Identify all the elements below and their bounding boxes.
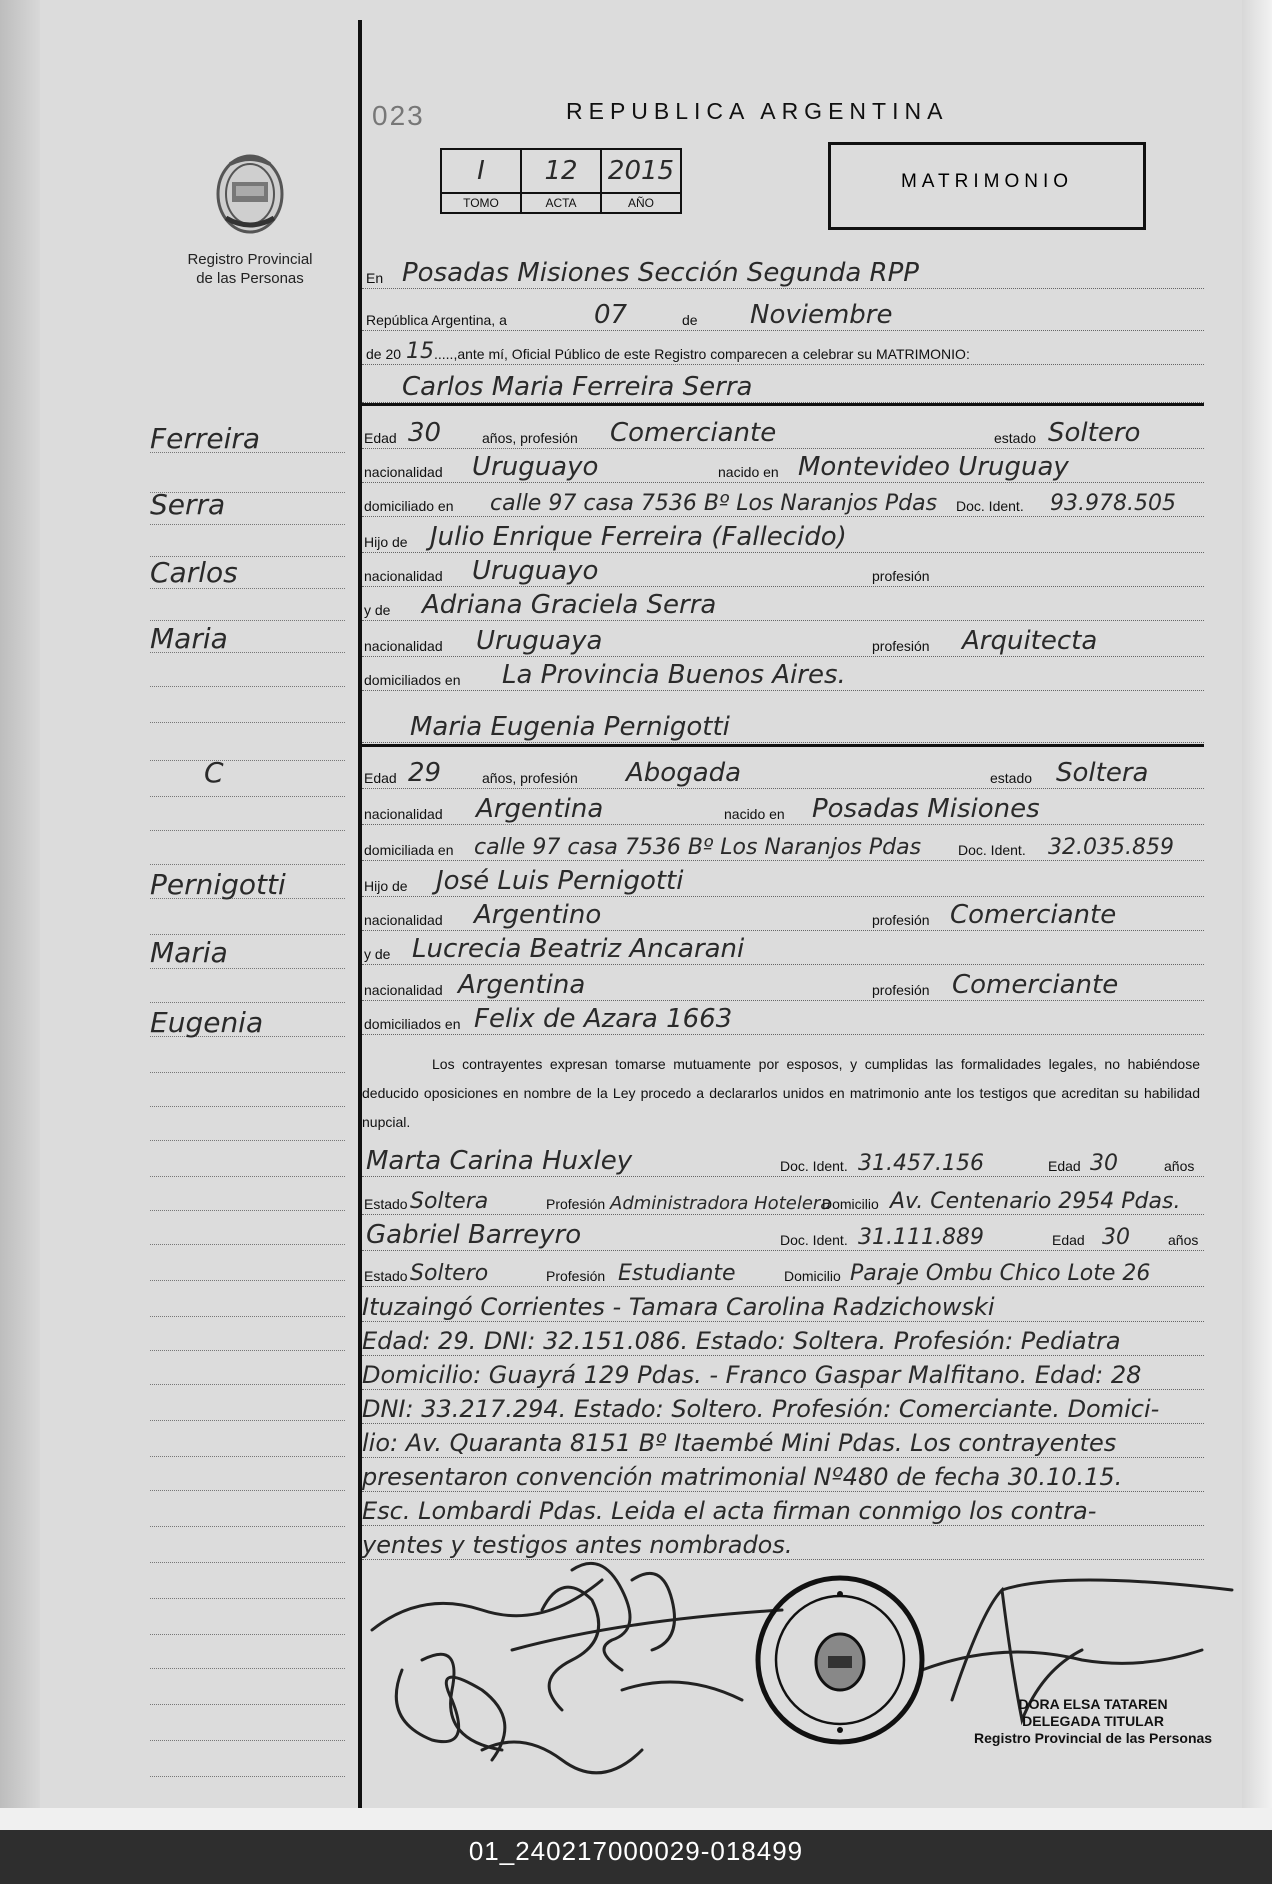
folio-number: 023 xyxy=(372,100,425,131)
month-value: Noviembre xyxy=(750,300,893,330)
witness2-name-line xyxy=(362,1216,1204,1251)
margin-name-groom-given2: Maria xyxy=(150,622,228,655)
bride-estado-label: estado xyxy=(990,770,1033,786)
signature-stroke xyxy=(1002,1580,1232,1590)
bride-father-profession: Comerciante xyxy=(950,900,1117,930)
ante-mi-statement: .....,ante mí, Oficial Público de este Registro comparecen a celebrar su MATRIMONIO: xyxy=(434,346,970,362)
bride-mother-prof-label: profesión xyxy=(872,982,930,998)
anio-label: AÑO xyxy=(601,193,681,213)
groom-father-label: Hijo de xyxy=(364,534,408,550)
acta-value: 12 xyxy=(521,149,601,193)
bride-name-line xyxy=(362,708,1204,743)
bride-parents-domicilio: Felix de Azara 1663 xyxy=(474,1004,733,1034)
official-name: DORA ELSA TATAREN xyxy=(1018,1696,1168,1712)
bride-age-label: Edad xyxy=(364,770,397,786)
bride-father-nationality-line xyxy=(362,900,1204,931)
bride-nacionalidad: Argentina xyxy=(476,794,604,824)
page-edge xyxy=(1242,0,1272,1830)
groom-doc-label: Doc. Ident. xyxy=(956,498,1024,514)
bride-nationality-line xyxy=(362,794,1204,825)
republica-label: República Argentina, a xyxy=(366,312,507,328)
groom-estado: Soltero xyxy=(1048,418,1141,448)
official-office: Registro Provincial de las Personas xyxy=(974,1730,1213,1746)
groom-estado-label: estado xyxy=(994,430,1037,446)
witness1-estado: Soltera xyxy=(410,1189,489,1214)
groom-mother-nationality-line xyxy=(362,626,1204,657)
tomo-label: TOMO xyxy=(441,193,521,213)
bride-parents-dom-label: domiciliados en xyxy=(364,1016,461,1032)
groom-parents-domicilio: La Provincia Buenos Aires. xyxy=(502,660,846,690)
bride-parents-domicile-line xyxy=(362,1004,1204,1035)
declaration-paragraph xyxy=(362,1050,1200,1137)
groom-mother-profession: Arquitecta xyxy=(962,626,1098,656)
groom-mother-prof-label: profesión xyxy=(872,638,930,654)
groom-domicilio-label: domiciliado en xyxy=(364,498,454,514)
signature-stroke xyxy=(422,1654,502,1750)
groom-doc: 93.978.505 xyxy=(1050,491,1176,516)
witness1-name: Marta Carina Huxley xyxy=(366,1146,633,1176)
bride-domicilio: calle 97 casa 7536 Bº Los Naranjos Pdas xyxy=(474,835,922,860)
groom-age-label: Edad xyxy=(364,430,397,446)
bride-father-line xyxy=(362,866,1204,897)
tomo-acta-anio-table xyxy=(440,148,682,214)
continuation-text: Edad: 29. DNI: 32.151.086. Estado: Soltera. Profesión: Pediatra xyxy=(362,1327,1121,1355)
witness1-name-line xyxy=(362,1142,1204,1177)
misiones-coat-of-arms-logo xyxy=(212,148,288,236)
groom-mother: Adriana Graciela Serra xyxy=(422,590,717,620)
continuation-text: Domicilio: Guayrá 129 Pdas. - Franco Gaspar Malfitano. Edad: 28 xyxy=(362,1361,1142,1389)
groom-years-profession-label: años, profesión xyxy=(482,430,578,446)
bride-full-name: Maria Eugenia Pernigotti xyxy=(410,712,730,742)
en-label: En xyxy=(366,270,384,286)
bride-nacido-label: nacido en xyxy=(724,806,785,822)
de-label: de xyxy=(682,312,698,328)
continuation-line xyxy=(362,1288,1204,1322)
bride-father-prof-label: profesión xyxy=(872,912,930,928)
bride-domicilio-label: domiciliada en xyxy=(364,842,454,858)
groom-father: Julio Enrique Ferreira (Fallecido) xyxy=(430,522,847,552)
signature-stroke xyxy=(542,1587,599,1710)
groom-age-line xyxy=(362,418,1204,449)
bride-domicile-line xyxy=(362,830,1204,861)
act-type-box xyxy=(828,142,1146,230)
witness1-profesion-label: Profesión xyxy=(546,1196,606,1212)
signatures-area xyxy=(362,1550,1242,1800)
country-heading: REPUBLICA ARGENTINA xyxy=(566,98,949,124)
witness2-estado: Soltero xyxy=(410,1261,489,1286)
registry-label-line1: Registro Provincial xyxy=(187,251,313,268)
margin-note-c: C xyxy=(204,756,224,789)
continuation-line xyxy=(362,1390,1204,1424)
bride-estado: Soltera xyxy=(1056,758,1149,788)
groom-parents-dom-label: domiciliados en xyxy=(364,672,461,688)
witness1-estado-label: Estado xyxy=(364,1196,408,1212)
bride-mother-nacionalidad: Argentina xyxy=(458,970,586,1000)
witness1-edad-label: Edad xyxy=(1048,1158,1081,1174)
groom-nacido-label: nacido en xyxy=(718,464,779,480)
bride-mother-profession: Comerciante xyxy=(952,970,1119,1000)
witness1-anios-label: años xyxy=(1164,1158,1195,1174)
bride-mother-nationality-line xyxy=(362,970,1204,1001)
bride-father-nacionalidad: Argentino xyxy=(474,900,602,930)
bride-age-line xyxy=(362,758,1204,789)
witness2-doc-label: Doc. Ident. xyxy=(780,1232,848,1248)
bride-father-label: Hijo de xyxy=(364,878,408,894)
witness1-domicilio: Av. Centenario 2954 Pdas. xyxy=(890,1189,1181,1214)
bride-nacionalidad-label: nacionalidad xyxy=(364,806,443,822)
margin-name-bride-given2: Eugenia xyxy=(150,1006,264,1039)
tomo-value: I xyxy=(441,149,521,193)
continuation-text: lio: Av. Quaranta 8151 Bº Itaembé Mini Pdas. Los contrayentes xyxy=(362,1429,1117,1457)
continuation-text: yentes y testigos antes nombrados. xyxy=(362,1531,793,1559)
witness1-doc: 31.457.156 xyxy=(858,1151,984,1176)
witness1-profession: Administradora Hotelera xyxy=(610,1193,832,1214)
date-line xyxy=(362,300,1204,331)
witness1-age: 30 xyxy=(1090,1151,1118,1176)
continuation-text: Esc. Lombardi Pdas. Leida el acta firman conmigo los contra- xyxy=(362,1497,1097,1525)
groom-domicile-line xyxy=(362,486,1204,517)
official-role: DELEGADA TITULAR xyxy=(1022,1713,1164,1729)
witness1-domicilio-label: Domicilio xyxy=(822,1196,879,1212)
year-suffix: 15 xyxy=(406,339,434,364)
groom-domicilio: calle 97 casa 7536 Bº Los Naranjos Pdas xyxy=(490,491,938,516)
margin-name-bride-surname: Pernigotti xyxy=(150,868,286,901)
witness2-anios-label: años xyxy=(1168,1232,1199,1248)
margin-name-groom-surname2: Serra xyxy=(150,488,226,521)
acta-label: ACTA xyxy=(521,193,601,213)
anio-value: 2015 xyxy=(601,149,681,193)
continuation-text: presentaron convención matrimonial Nº480 de fecha 30.10.15. xyxy=(362,1463,1123,1491)
signature-stroke xyxy=(512,1610,782,1650)
bride-doc: 32.035.859 xyxy=(1048,835,1174,860)
witness2-domicilio: Paraje Ombu Chico Lote 26 xyxy=(850,1261,1151,1286)
signature-stroke xyxy=(622,1682,742,1700)
groom-father-nationality-line xyxy=(362,556,1204,587)
continuation-line xyxy=(362,1458,1204,1492)
groom-profession: Comerciante xyxy=(610,418,777,448)
registry-label xyxy=(150,250,350,288)
bride-mother-line xyxy=(362,934,1204,965)
groom-parents-domicile-line xyxy=(362,660,1204,691)
groom-nacionalidad: Uruguayo xyxy=(472,452,599,482)
official-seal xyxy=(758,1578,922,1742)
declaration-text: Los contrayentes expresan tomarse mutuamente por esposos, y cumplidas las formalidades legales, no habiéndose deducido oposiciones en nombre de la Ley procedo a declararlos unidos en matrimonio ante los testigos que acreditan su habilidad nupcial. xyxy=(362,1056,1200,1130)
margin-name-groom-surname1: Ferreira xyxy=(150,422,261,455)
witness2-estado-label: Estado xyxy=(364,1268,408,1284)
groom-full-name: Carlos Maria Ferreira Serra xyxy=(402,372,753,402)
place-value: Posadas Misiones Sección Segunda RPP xyxy=(402,258,919,288)
witness1-detail-line xyxy=(362,1180,1204,1215)
continuation-line xyxy=(362,1424,1204,1458)
page-bottom-edge xyxy=(0,1808,1272,1830)
continuation-text: Ituzaingó Corrientes - Tamara Carolina Radzichowski xyxy=(362,1293,995,1321)
bride-mother-label: y de xyxy=(364,946,391,962)
groom-nacionalidad-label: nacionalidad xyxy=(364,464,443,480)
groom-separator xyxy=(362,403,1204,406)
bride-father: José Luis Pernigotti xyxy=(436,866,684,896)
official-signature-block xyxy=(974,1696,1212,1747)
groom-mother-label: y de xyxy=(364,602,391,618)
witness2-age: 30 xyxy=(1102,1225,1130,1250)
bride-separator xyxy=(362,744,1204,747)
place-line xyxy=(362,258,1204,289)
continuation-line xyxy=(362,1356,1204,1390)
witness2-doc: 31.111.889 xyxy=(858,1225,984,1250)
bride-father-nac-label: nacionalidad xyxy=(364,912,443,928)
witness2-edad-label: Edad xyxy=(1052,1232,1085,1248)
bride-profession: Abogada xyxy=(626,758,742,788)
page-gutter-shadow xyxy=(0,0,40,1830)
day-value: 07 xyxy=(594,300,628,330)
margin-name-groom-given1: Carlos xyxy=(150,556,238,589)
bride-age: 29 xyxy=(408,758,442,788)
groom-age: 30 xyxy=(408,418,442,448)
year-prefix: de 20 xyxy=(366,346,402,362)
bride-mother-nac-label: nacionalidad xyxy=(364,982,443,998)
groom-nacido: Montevideo Uruguay xyxy=(798,452,1069,482)
signature-stroke xyxy=(482,1742,642,1773)
bride-doc-label: Doc. Ident. xyxy=(958,842,1026,858)
groom-mother-nacionalidad: Uruguaya xyxy=(476,626,603,656)
groom-father-nac-label: nacionalidad xyxy=(364,568,443,584)
margin-name-bride-given1: Maria xyxy=(150,936,228,969)
signature-stroke xyxy=(632,1573,675,1650)
groom-father-prof-label: profesión xyxy=(872,568,930,584)
bride-mother: Lucrecia Beatriz Ancarani xyxy=(412,934,745,964)
registry-label-line2: de las Personas xyxy=(196,270,304,287)
continuation-line xyxy=(362,1322,1204,1356)
continuation-text: DNI: 33.217.294. Estado: Soltero. Profesión: Comerciante. Domici- xyxy=(362,1395,1160,1423)
groom-name-line xyxy=(362,370,1204,403)
witness2-domicilio-label: Domicilio xyxy=(784,1268,841,1284)
witness2-detail-line xyxy=(362,1252,1204,1287)
year-line xyxy=(362,334,1204,365)
bride-years-profession-label: años, profesión xyxy=(482,770,578,786)
groom-father-nacionalidad: Uruguayo xyxy=(472,556,599,586)
groom-nationality-line xyxy=(362,452,1204,483)
document-id: 01_240217000029-018499 xyxy=(468,1836,804,1866)
witness2-name: Gabriel Barreyro xyxy=(366,1220,582,1250)
act-type: MATRIMONIO xyxy=(900,171,1074,192)
witness1-doc-label: Doc. Ident. xyxy=(780,1158,848,1174)
groom-mother-nac-label: nacionalidad xyxy=(364,638,443,654)
groom-father-line xyxy=(362,522,1204,553)
bride-nacido: Posadas Misiones xyxy=(812,794,1040,824)
witness2-profesion-label: Profesión xyxy=(546,1268,606,1284)
witness2-profession: Estudiante xyxy=(618,1261,736,1286)
continuation-line xyxy=(362,1492,1204,1526)
groom-mother-line xyxy=(362,590,1204,621)
